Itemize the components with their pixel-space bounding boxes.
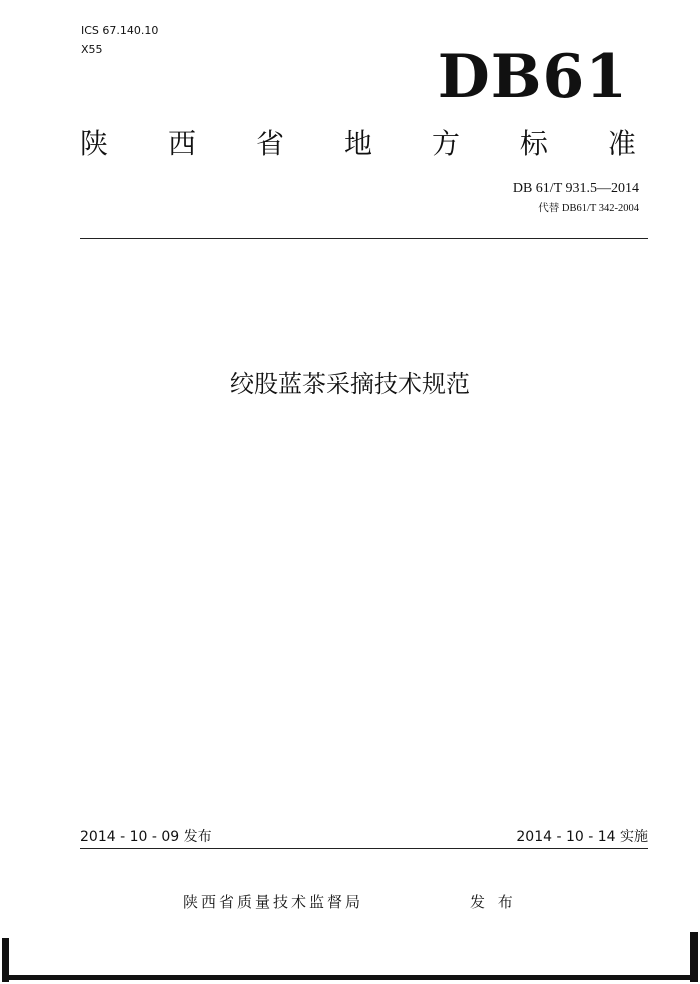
db-logo: DB61 (437, 42, 628, 112)
replaces-note: 代替 DB61/T 342-2004 (538, 203, 639, 214)
standard-char: 方 (431, 127, 460, 160)
document-title: 绞股蓝茶采摘技术规范 (230, 370, 470, 398)
issue-date: 2014 - 10 - 09 发布 (80, 829, 212, 845)
standard-char: 省 (255, 127, 284, 160)
standard-char: 西 (167, 127, 196, 160)
classification-code: X55 (81, 43, 103, 56)
footer-divider (80, 848, 648, 849)
standard-char: 标 (519, 127, 548, 160)
header-divider (80, 238, 648, 239)
standard-char: 地 (343, 127, 372, 160)
publish-label: 发 布 (470, 893, 517, 911)
implementation-date: 2014 - 10 - 14 实施 (516, 829, 648, 845)
publisher-name: 陕西省质量技术监督局 (183, 893, 364, 911)
scan-edge-bottom (6, 975, 694, 980)
standard-type-heading (80, 126, 636, 162)
ics-code: ICS 67.140.10 (81, 24, 159, 37)
standard-char: 准 (607, 127, 636, 160)
standard-char: 陕 (80, 127, 109, 160)
standard-number: DB 61/T 931.5—2014 (512, 181, 639, 196)
